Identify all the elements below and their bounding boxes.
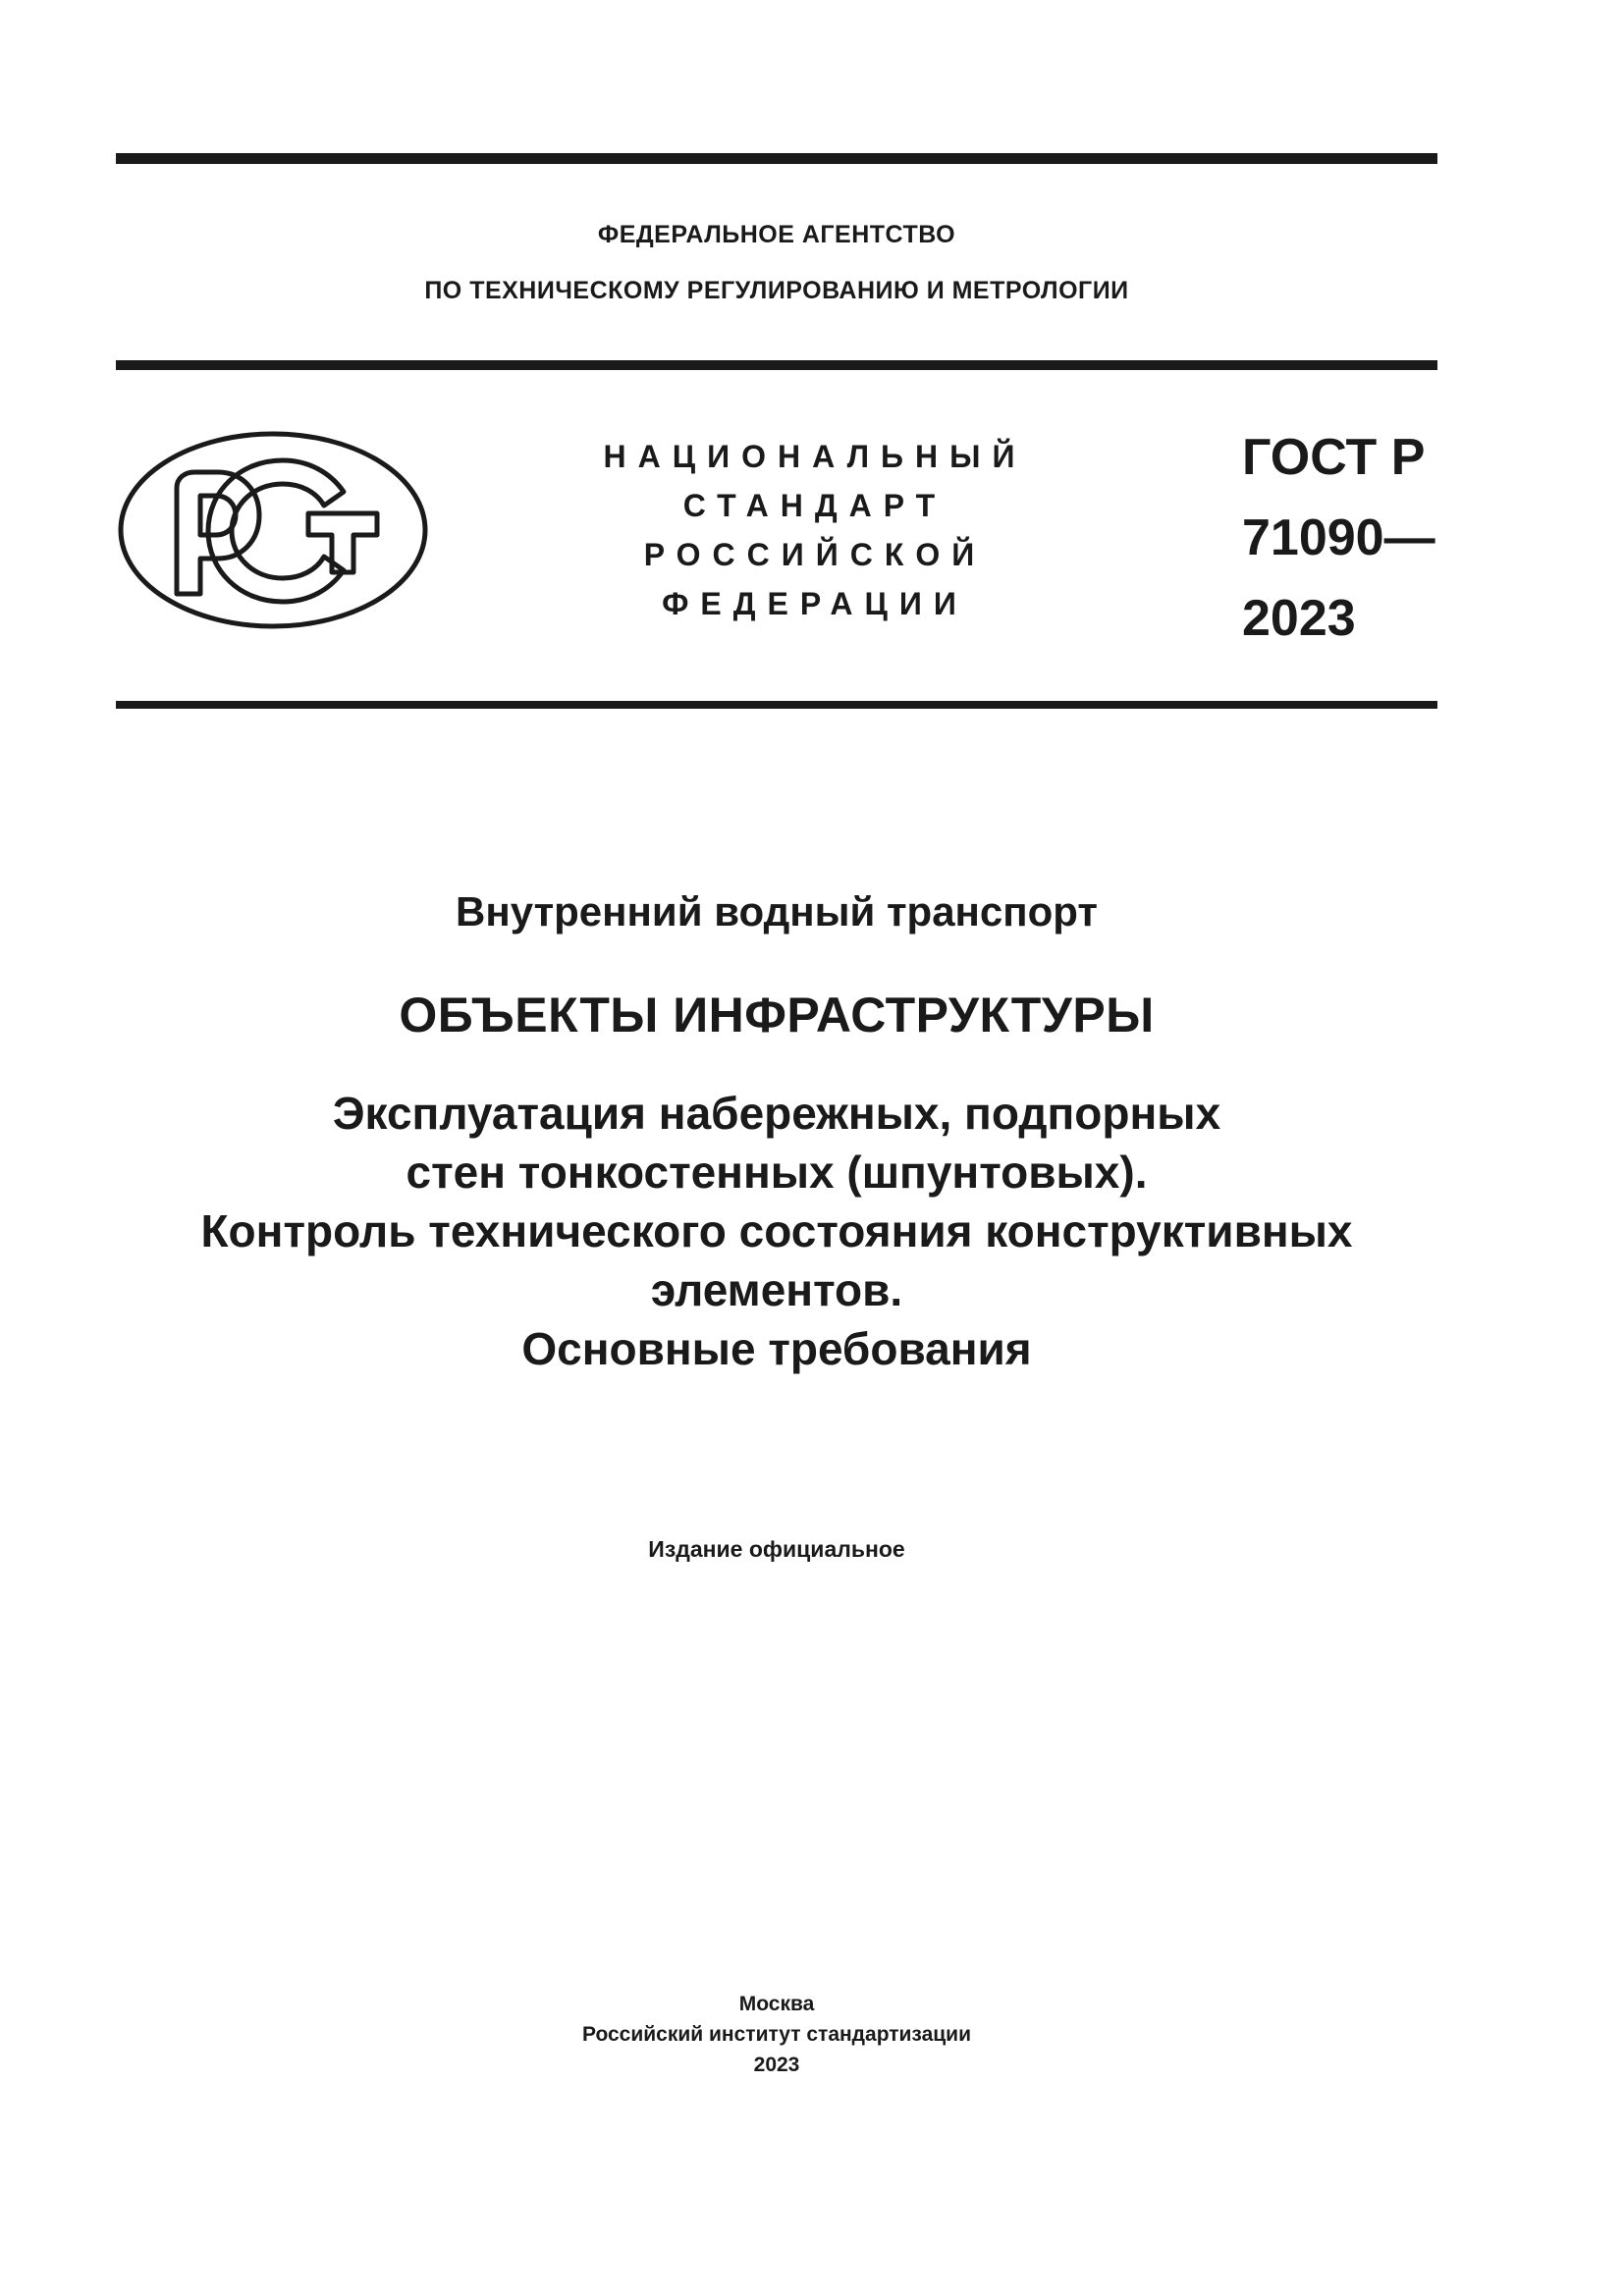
national-standard-label — [589, 432, 1041, 628]
description-line-4: элементов. — [650, 1264, 903, 1315]
imprint-city: Москва — [738, 1993, 815, 2015]
document-description — [116, 1084, 1437, 1378]
designation-line-2: 71090— — [1242, 509, 1435, 566]
description-line-2: стен тонкостенных (шпунтовых). — [406, 1147, 1148, 1198]
description-line-1: Эксплуатация набережных, подпорных — [332, 1088, 1221, 1139]
national-standard-line-3: РОССИЙСКОЙ — [643, 537, 987, 572]
standard-designation — [1242, 417, 1458, 659]
designation-line-1: ГОСТ Р — [1242, 429, 1426, 486]
national-standard-line-4: ФЕДЕРАЦИИ — [662, 586, 968, 621]
imprint-publisher: Российский институт стандартизации — [581, 2023, 972, 2046]
agency-name-line-2: ПО ТЕХНИЧЕСКОМУ РЕГУЛИРОВАНИЮ И МЕТРОЛОГИИ — [424, 277, 1129, 304]
designation-line-3: 2023 — [1242, 590, 1356, 647]
national-standard-line-1: НАЦИОНАЛЬНЫЙ — [603, 439, 1027, 474]
document-subject: Внутренний водный транспорт — [456, 888, 1098, 934]
document-main-title: ОБЪЕКТЫ ИНФРАСТРУКТУРЫ — [399, 988, 1155, 1042]
national-standard-line-2: СТАНДАРТ — [682, 488, 947, 523]
agency-name-line-1: ФЕДЕРАЛЬНОЕ АГЕНТСТВО — [597, 221, 956, 248]
middle-rule — [116, 360, 1437, 370]
imprint-year: 2023 — [753, 2054, 800, 2076]
imprint — [116, 1989, 1437, 2080]
edition-note: Издание официальное — [648, 1536, 905, 1562]
description-line-3: Контроль технического состояния конструктивных — [200, 1205, 1353, 1256]
description-line-5: Основные требования — [521, 1323, 1032, 1374]
top-rule — [116, 153, 1437, 164]
rst-logo-icon — [116, 429, 430, 631]
bottom-rule — [116, 701, 1437, 709]
